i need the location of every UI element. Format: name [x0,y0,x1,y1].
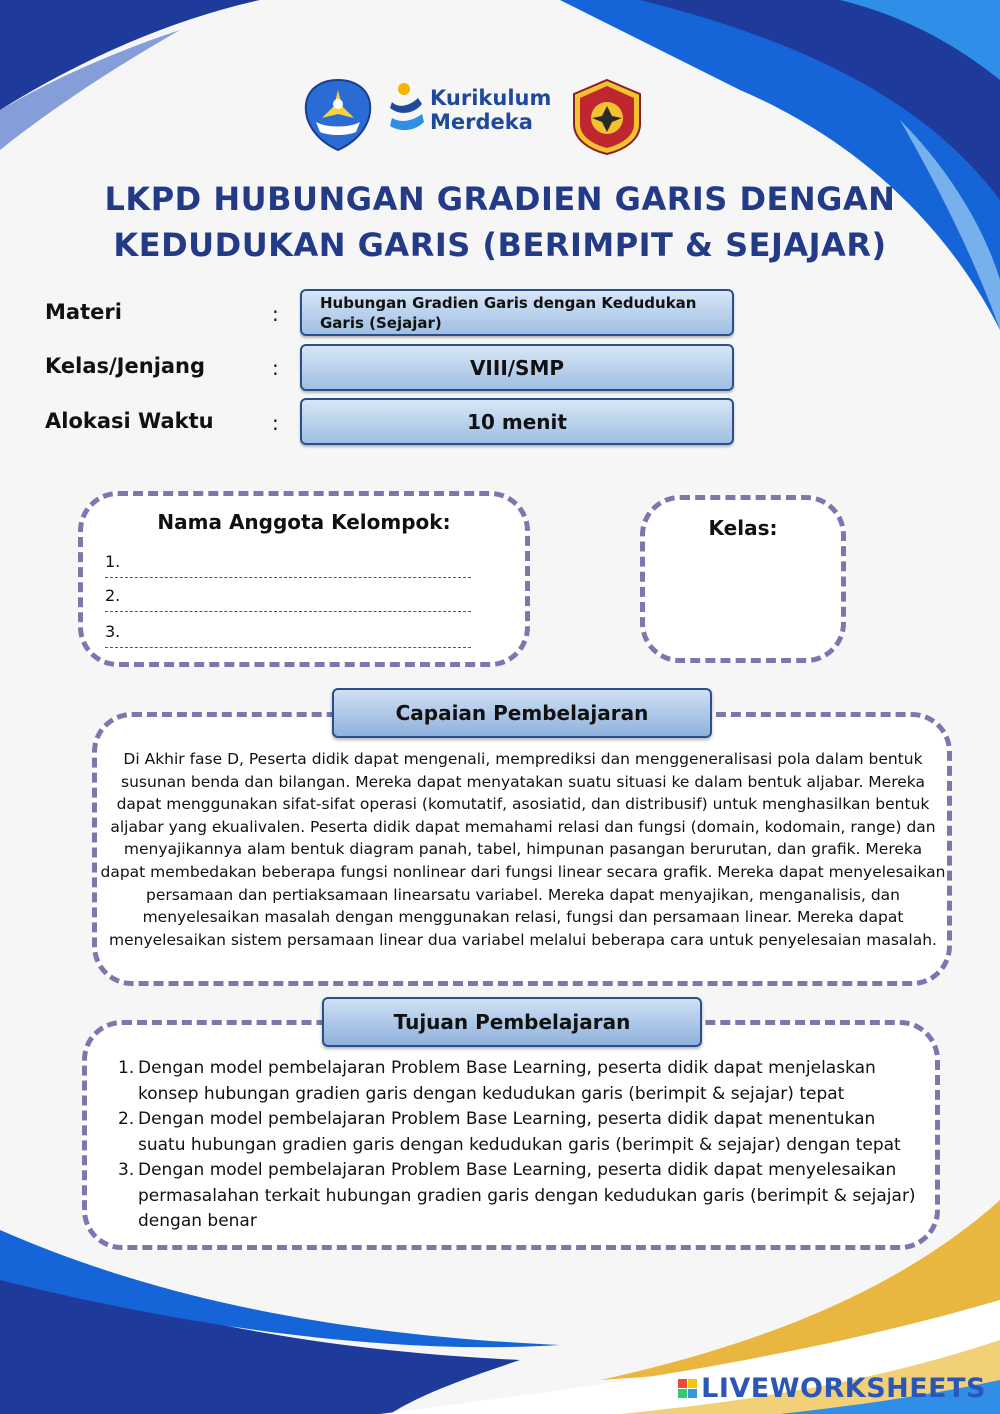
logo-bar [0,78,1000,158]
kurikulum-text: Kurikulum [430,86,552,110]
member-number: 2. [105,586,121,605]
tujuan-item-3 [118,1158,918,1235]
materi-value: Hubungan Gradien Garis dengan Kedudukan Garis (Sejajar) [320,293,697,332]
tujuan-item-2 [118,1107,918,1158]
kelas-jenjang-value-box [300,344,734,391]
tujuan-item-text: Dengan model pembelajaran Problem Base Learning, peserta didik dapat menentukan suatu hubungan gradien garis dengan kedudukan garis (berimpit & sejajar) dengan tepat [138,1109,901,1155]
member-field-3[interactable] [105,618,471,648]
title-line-2: KEDUDUKAN GARIS (BERIMPIT & SEJAJAR) [113,226,887,264]
tujuan-item-number: 1. [118,1058,135,1078]
kelas-jenjang-colon: : [272,356,279,380]
capaian-text: Di Akhir fase D, Peserta didik dapat mengenali, memprediksi dan menggeneralisasi pola dalam bentuk susunan benda dan bilangan. Mereka dapat menyatakan suatu situasi ke dalam bentuk aljabar. Mereka dapat menggunakan sifat-sifat operasi (komutatif, asosiatid, dan distribusif) untuk menghasilkan bentuk aljabar yang ekualivalen. Peserta didik dapat memahami relasi dan fungsi (domain, kodomain, range) dan menyajikannya alam bentuk diagram panah, tabel, himpunan pasangan berurutan, dan grafik. Mereka dapat membedakan beberapa fungsi nonlinear dari fungsi linear secara grafik. Mereka dapat menyelesaikan persamaan dan pertiaksamaan linearsatu variabel. Mereka dapat menyajikan, menganalisis, dan menyelesaikan masalah dengan menggunakan relasi, fungsi dan persamaan linear. Mereka dapat menyelesaikan sistem persamaan linear dua variabel melalui beberapa cara untuk penyelesaian masalah. [100,750,946,949]
university-emblem-icon [568,78,646,156]
group-members-box [78,491,530,667]
merdeka-text: Merdeka [430,110,533,134]
materi-value-box [300,289,734,336]
tujuan-header-label: Tujuan Pembelajaran [393,1010,631,1034]
member-number: 1. [105,552,121,571]
liveworksheets-cube-icon [678,1379,697,1398]
title-line-1: LKPD HUBUNGAN GRADIEN GARIS DENGAN [104,180,896,218]
alokasi-waktu-value: 10 menit [467,409,567,434]
kelas-box[interactable] [640,495,846,663]
member-number: 3. [105,622,121,641]
tujuan-list [118,1056,918,1235]
materi-colon: : [272,302,279,326]
liveworksheets-brand: LIVEWORKSHEETS [701,1373,986,1404]
kelas-jenjang-value: VIII/SMP [469,355,565,380]
tujuan-header [322,997,702,1047]
alokasi-waktu-colon: : [272,411,279,435]
tujuan-item-text: Dengan model pembelajaran Problem Base Learning, peserta didik dapat menjelaskan konsep hubungan gradien garis dengan kedudukan garis (berimpit & sejajar) tepat [138,1058,876,1104]
group-members-title: Nama Anggota Kelompok: [157,510,451,534]
capaian-header-label: Capaian Pembelajaran [395,701,649,725]
tujuan-item-number: 2. [118,1109,135,1129]
member-field-2[interactable] [105,582,471,612]
alokasi-waktu-label: Alokasi Waktu [45,409,214,433]
tujuan-item-number: 3. [118,1160,135,1180]
kurikulum-merdeka-logo [386,80,566,144]
materi-label: Materi [45,300,122,324]
kemdikbud-emblem-icon [302,78,374,152]
page-title [60,176,940,268]
member-field-1[interactable] [105,548,471,578]
capaian-header [332,688,712,738]
kelas-jenjang-label: Kelas/Jenjang [45,354,206,378]
tujuan-item-text: Dengan model pembelajaran Problem Base Learning, peserta didik dapat menyelesaikan permasalahan terkait hubungan gradien garis dengan kedudukan garis (berimpit & sejajar) dengan benar [138,1160,916,1231]
kurikulum-merdeka-icon [386,80,426,142]
kelas-box-title: Kelas: [708,516,778,540]
alokasi-waktu-value-box [300,398,734,445]
tujuan-item-1 [118,1056,918,1107]
liveworksheets-watermark [678,1373,986,1404]
